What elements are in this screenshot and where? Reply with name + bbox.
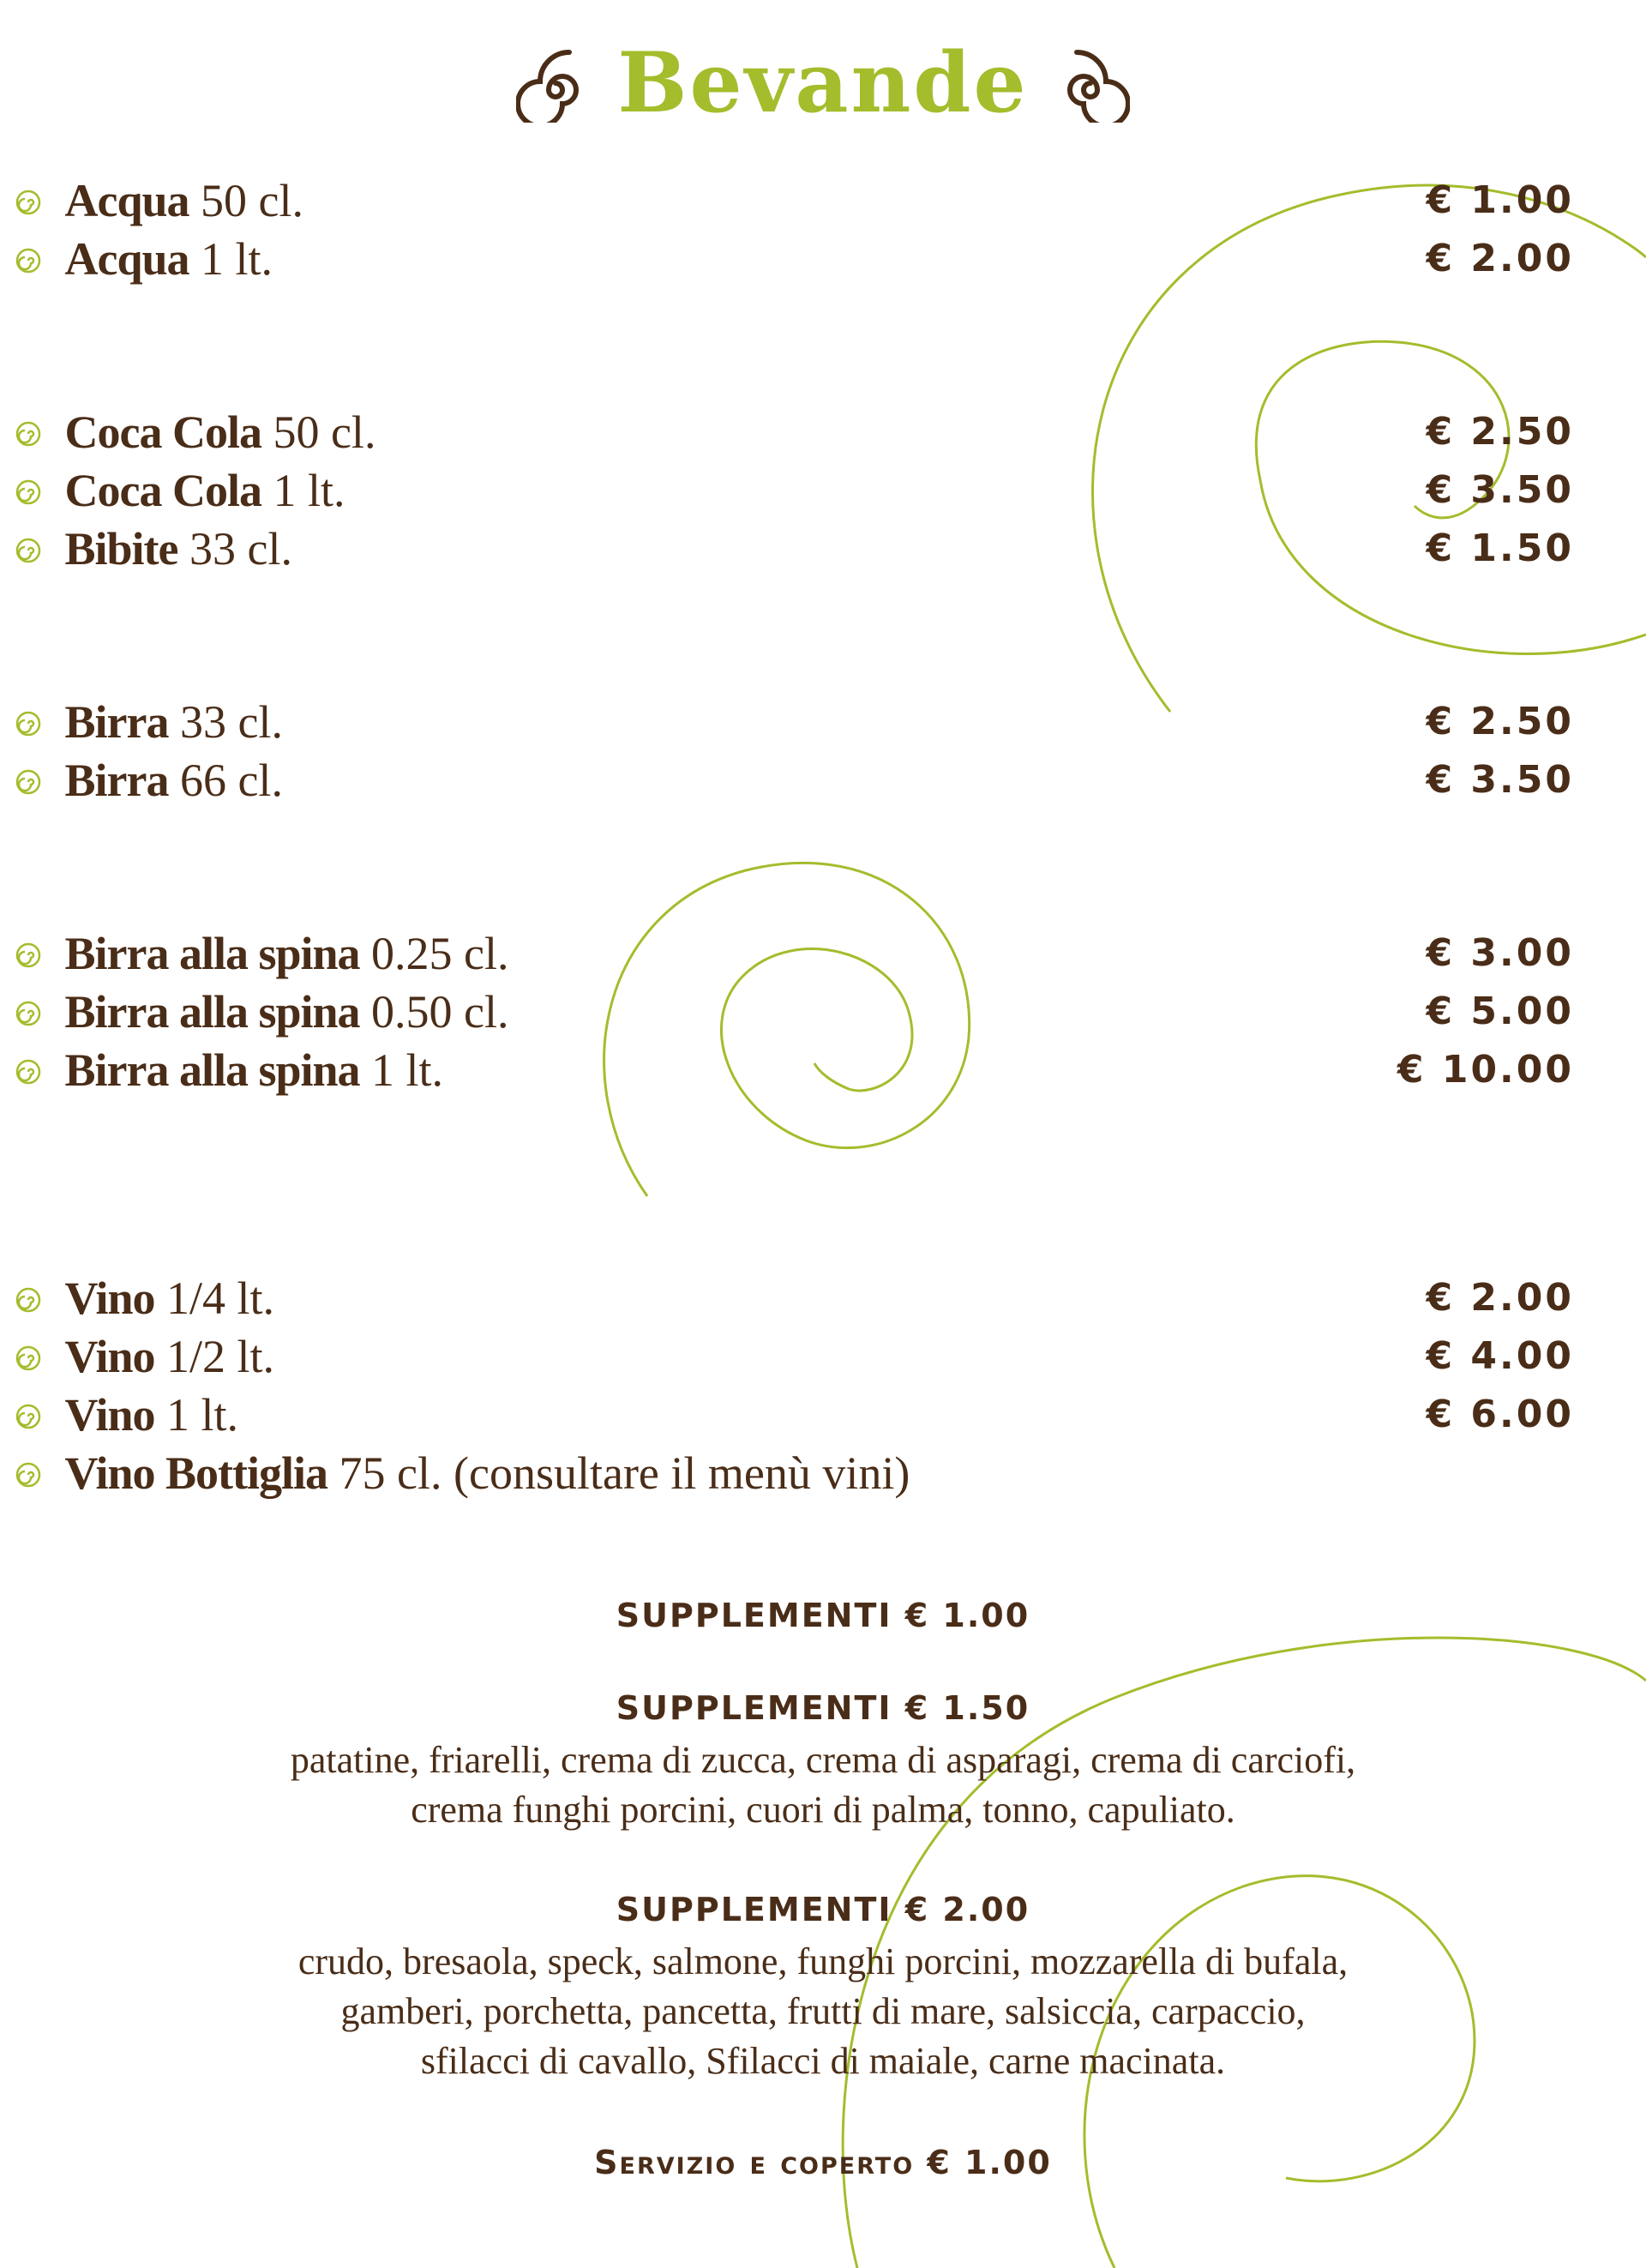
price: € 2.50	[1426, 410, 1574, 454]
supplements-heading: SUPPLEMENTI € 1.00	[616, 1597, 1030, 1634]
spiral-bullet-icon	[14, 999, 43, 1028]
group-wine	[14, 1269, 1574, 1502]
menu-item: Vino 1 lt. € 6.00	[14, 1386, 1574, 1444]
supplements-1	[0, 1597, 1646, 1634]
supplements-list: patatine, friarelli, crema di zucca, crema di asparagi, crema di carciofi, crema funghi porcini, cuori di palma, tonno, capuliato.	[290, 1739, 1356, 1831]
supplements-3	[0, 1891, 1646, 2086]
price: € 4.00	[1426, 1334, 1574, 1378]
spiral-bullet-icon	[14, 478, 43, 507]
spiral-bullet-icon	[14, 1460, 43, 1489]
spiral-bullet-icon	[14, 536, 43, 565]
supplements-heading: SUPPLEMENTI € 2.00	[616, 1891, 1030, 1928]
spiral-bullet-icon	[14, 246, 43, 275]
group-soft-drinks	[14, 403, 1574, 578]
menu-item: Birra alla spina 0.25 cl. € 3.00	[14, 924, 1574, 983]
menu-item: Birra alla spina 1 lt. € 10.00	[14, 1041, 1574, 1099]
menu-item: Coca Cola 1 lt. € 3.50	[14, 461, 1574, 520]
swirl-icon	[1051, 44, 1130, 123]
spiral-bullet-icon	[14, 1285, 43, 1314]
menu-item: Vino 1/4 lt. € 2.00	[14, 1269, 1574, 1327]
price: € 2.50	[1426, 700, 1574, 743]
spiral-bullet-icon	[14, 941, 43, 970]
spiral-bullet-icon	[14, 419, 43, 448]
menu-item: Coca Cola 50 cl. € 2.50	[14, 403, 1574, 461]
spiral-bullet-icon	[14, 1344, 43, 1373]
menu-item: Birra alla spina 0.50 cl. € 5.00	[14, 983, 1574, 1041]
swirl-icon	[516, 44, 595, 123]
menu-item: Vino 1/2 lt. € 4.00	[14, 1327, 1574, 1386]
menu-item: Bibite 33 cl. € 1.50	[14, 520, 1574, 578]
price: € 1.00	[1426, 178, 1574, 222]
price: € 2.00	[1426, 1276, 1574, 1320]
service-charge	[0, 2144, 1646, 2181]
price: € 3.50	[1426, 758, 1574, 802]
group-beer	[14, 693, 1574, 809]
price: € 10.00	[1397, 1048, 1574, 1092]
supplements-list: crudo, bresaola, speck, salmone, funghi porcini, mozzarella di bufala, gamberi, porchetta, pancetta, frutti di mare, salsiccia, carpaccio, sfilacci di cavallo, Sfilacci di maiale, carne macinata.	[297, 1940, 1349, 2082]
price: € 1.50	[1426, 526, 1574, 570]
spiral-bullet-icon	[14, 188, 43, 217]
menu-item: Birra 66 cl. € 3.50	[14, 751, 1574, 809]
supplements-heading: SUPPLEMENTI € 1.50	[616, 1689, 1030, 1727]
supplements-2	[0, 1689, 1646, 1835]
price: € 6.00	[1426, 1393, 1574, 1436]
spiral-bullet-icon	[14, 709, 43, 738]
spiral-bullet-icon	[14, 1402, 43, 1431]
price: € 5.00	[1426, 990, 1574, 1033]
group-draft-beer	[14, 924, 1574, 1099]
menu-item: Acqua 1 lt. € 2.00	[14, 230, 1574, 288]
price: € 3.50	[1426, 468, 1574, 512]
price: € 3.00	[1426, 931, 1574, 975]
page-header	[0, 34, 1646, 131]
group-water	[14, 171, 1574, 288]
price: € 2.00	[1426, 237, 1574, 280]
spiral-bullet-icon	[14, 1057, 43, 1086]
spiral-bullet-icon	[14, 767, 43, 797]
menu-item: Birra 33 cl. € 2.50	[14, 693, 1574, 751]
service-charge-text: Servizio e coperto € 1.00	[594, 2144, 1052, 2181]
drinks-menu	[14, 171, 1574, 1502]
page-title: Bevande	[617, 34, 1029, 131]
menu-item: Vino Bottiglia 75 cl. (consultare il menù vini)	[14, 1444, 1574, 1502]
menu-item: Acqua 50 cl. € 1.00	[14, 171, 1574, 230]
